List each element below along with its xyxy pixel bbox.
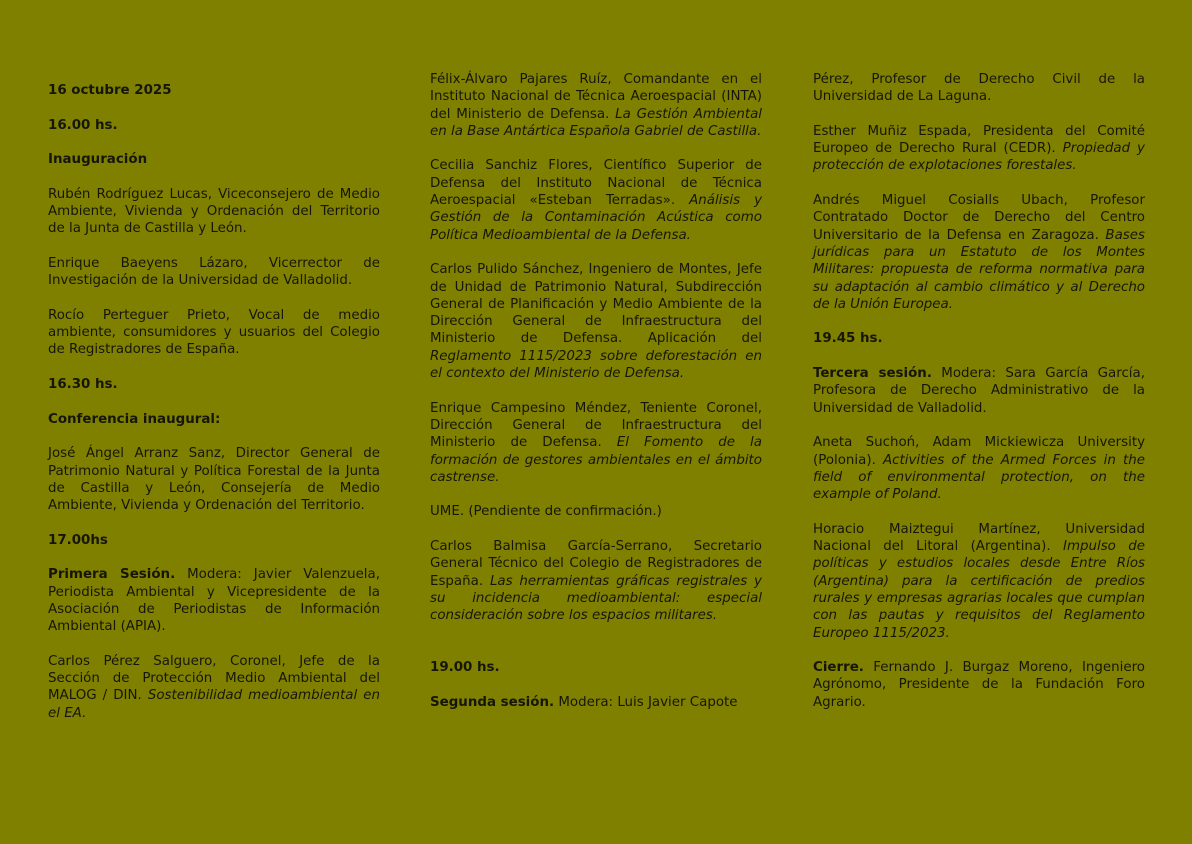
section-heading: Inauguración: [48, 152, 148, 168]
talk-title: Activities of the Armed Forces in the field of environmental protection, on the example of Poland.: [813, 452, 1145, 503]
talk-title: Sostenibilidad medioambiental en el EA.: [48, 688, 380, 721]
talk-title: Las herramientas gráficas registrales y su incidencia medioambiental: especial consideración sobre los espacios militares.: [430, 573, 762, 624]
session-label: Segunda sesión.: [430, 694, 555, 710]
speaker-paragraph: [48, 653, 380, 722]
closing-text: Fernando J. Burgaz Moreno, Ingeniero Agrónomo, Presidente de la Fundación Foro Agrario.: [813, 660, 1145, 710]
speaker-paragraph: Pérez, Profesor de Derecho Civil de la Universidad de La Laguna.: [813, 72, 1145, 105]
time-heading: 19.00 hs.: [430, 660, 500, 676]
speaker-paragraph: [813, 123, 1145, 175]
speaker-text: Carlos Balmisa García-Serrano, Secretario General Técnico del Colegio de Registradores de España.: [430, 539, 762, 589]
session-paragraph: [48, 566, 380, 635]
speaker-paragraph: UME. (Pendiente de confirmación.): [430, 504, 662, 520]
session-paragraph: [430, 694, 762, 711]
speaker-text: Enrique Campesino Méndez, Teniente Coronel, Dirección General de Infraestructura del Ministerio de Defensa.: [430, 400, 762, 451]
speaker-text: Esther Muñiz Espada, Presidenta del Comité Europeo de Derecho Rural (CEDR).: [813, 123, 1145, 157]
talk-title: Bases jurídicas para un Estatuto de los Montes Militares: propuesta de reforma normativa para su adaptación al cambio climático y al Derecho de la Unión Europea.: [813, 227, 1145, 312]
speaker-paragraph: [430, 71, 762, 140]
session-moderator: Modera: Sara García García, Profesora de Derecho Administrativo de la Universidad de Valladolid.: [813, 366, 1145, 416]
speaker-paragraph: Rocío Perteguer Prieto, Vocal de medio ambiente, consumidores y usuarios del Colegio de Registradores de España.: [48, 307, 380, 358]
column-3: [813, 71, 1145, 728]
session-label: Tercera sesión.: [813, 366, 932, 382]
speaker-paragraph: [813, 434, 1145, 503]
session-paragraph: [813, 365, 1145, 417]
speaker-text: Horacio Maiztegui Martínez, Universidad Nacional del Litoral (Argentina).: [813, 521, 1145, 555]
talk-title: El Fomento de la formación de gestores ambientales en el ámbito castrense.: [430, 435, 762, 485]
speaker-paragraph: [430, 157, 762, 243]
time-heading: 17.00hs: [48, 532, 108, 548]
speaker-text: Cecilia Sanchiz Flores, Científico Superior de Defensa del Instituto Nacional de Técnica Aeroespacial «Esteban Terradas».: [430, 158, 762, 209]
session-label: Primera Sesión.: [48, 567, 176, 583]
talk-title: Propiedad y protección de explotaciones forestales.: [813, 141, 1145, 174]
session-moderator: Modera: Luis Javier Capote: [554, 694, 738, 710]
speaker-text: Aneta Suchoń, Adam Mickiewicza University (Polonia).: [813, 435, 1145, 468]
time-heading: 16.30 hs.: [48, 377, 118, 393]
speaker-text: Andrés Miguel Cosialls Ubach, Profesor Contratado Doctor de Derecho del Centro Universitario de la Defensa en Zaragoza.: [813, 193, 1145, 243]
column-2: [430, 71, 762, 728]
speaker-text: Carlos Pulido Sánchez, Ingeniero de Montes, Jefe de Unidad de Patrimonio Natural, Subdirección General de Planificación y Medio Ambiente de la Dirección General de Infraestructura del Ministerio de Defensa. Aplicación del: [430, 262, 762, 347]
speaker-paragraph: [813, 192, 1145, 313]
closing-paragraph: [813, 659, 1145, 711]
time-heading: 16.00 hs.: [48, 117, 118, 133]
closing-label: Cierre.: [813, 660, 864, 676]
speaker-paragraph: [430, 400, 762, 486]
section-heading: Conferencia inaugural:: [48, 411, 221, 427]
speaker-paragraph: Rubén Rodríguez Lucas, Viceconsejero de Medio Ambiente, Vivienda y Ordenación del Territorio de la Junta de Castilla y León.: [48, 186, 380, 237]
speaker-paragraph: [813, 521, 1145, 642]
spacer: [430, 642, 762, 659]
speaker-paragraph: Enrique Baeyens Lázaro, Vicerrector de Investigación de la Universidad de Valladolid.: [48, 255, 380, 289]
event-date: 16 octubre 2025: [48, 83, 172, 98]
session-moderator: Modera: Javier Valenzuela, Periodista Ambiental y Vicepresidente de la Asociación de Periodistas de Información Ambiental (APIA).: [48, 567, 380, 635]
speaker-paragraph: [430, 261, 762, 382]
talk-title: La Gestión Ambiental en la Base Antártica Española Gabriel de Castilla.: [430, 106, 762, 139]
speaker-text: Carlos Pérez Salguero, Coronel, Jefe de la Sección de Protección Medio Ambiental del MALOG / DIN.: [48, 653, 380, 704]
talk-title: Análisis y Gestión de la Contaminación Acústica como Política Medioambiental de la Defensa.: [430, 193, 762, 243]
speaker-paragraph: [430, 538, 762, 624]
column-1: [48, 82, 380, 739]
speaker-paragraph: José Ángel Arranz Sanz, Director General de Patrimonio Natural y Política Forestal de la Junta de Castilla y León, Consejería de Medio Ambiente, Vivienda y Ordenación del Territorio.: [48, 446, 380, 514]
talk-title: Impulso de políticas y estudios locales desde Entre Ríos (Argentina) para la certificación de predios rurales y empresas agrarias locales que cumplan con las pautas y requisitos del Reglamento Europeo 1115/2023.: [813, 539, 1145, 641]
talk-title: Reglamento 1115/2023 sobre deforestación en el contexto del Ministerio de Defensa.: [430, 348, 762, 382]
time-heading: 19.45 hs.: [813, 331, 883, 347]
speaker-text: Félix-Álvaro Pajares Ruíz, Comandante en el Instituto Nacional de Técnica Aeroespacial (INTA) del Ministerio de Defensa.: [430, 72, 762, 122]
